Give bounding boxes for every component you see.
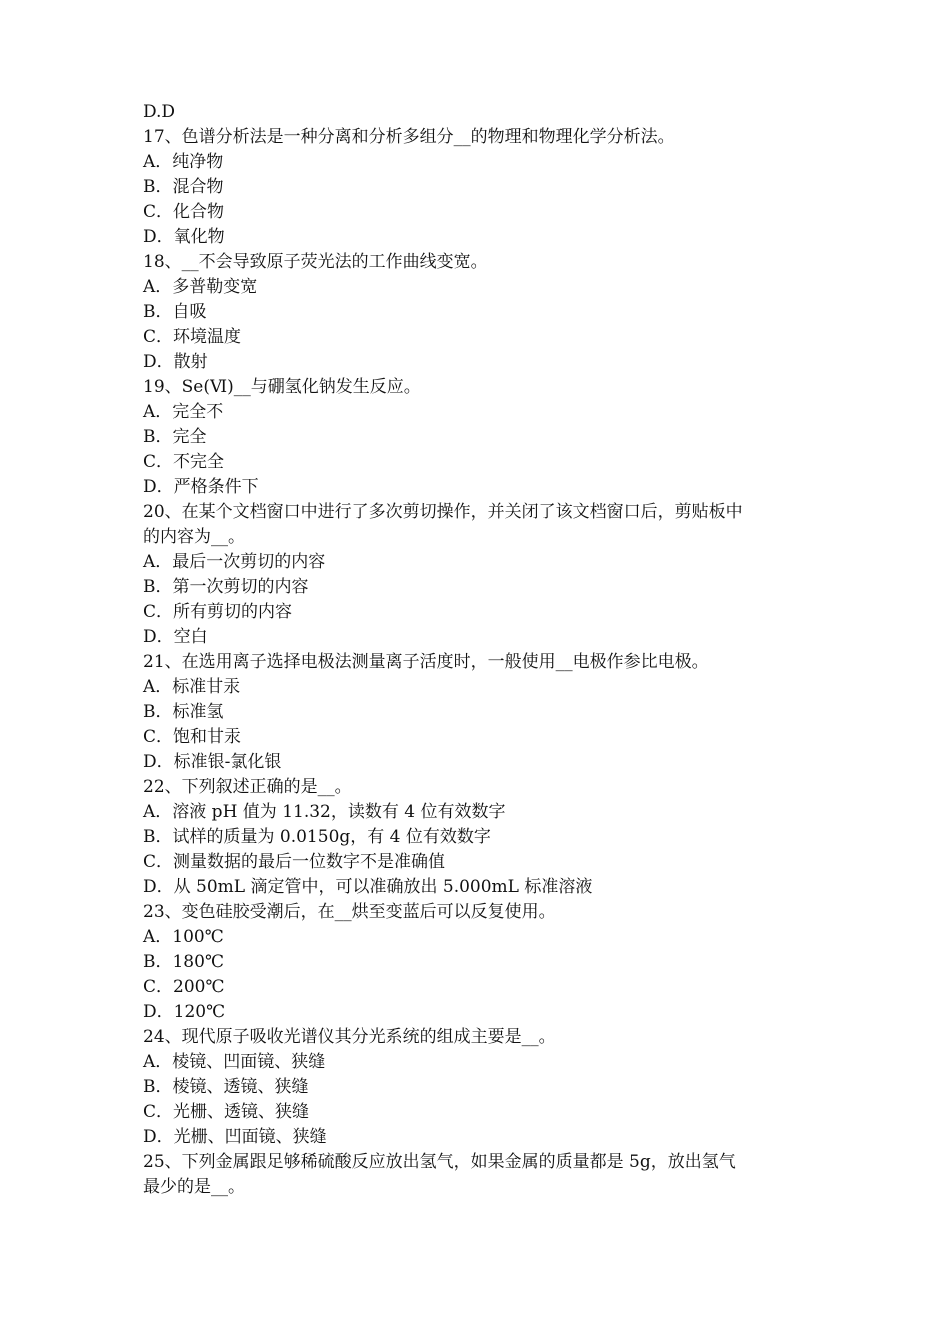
question-stem: 22、下列叙述正确的是__。 (143, 777, 352, 797)
previous-question-option: D.D (143, 102, 176, 122)
option-c: C．不完全 (143, 452, 225, 472)
question-19 (143, 375, 815, 500)
option-a: A．完全不 (143, 402, 224, 422)
option-b: B．标准氢 (143, 702, 224, 722)
question-21 (143, 650, 815, 775)
question-stem: 24、现代原子吸收光谱仪其分光系统的组成主要是__。 (143, 1027, 556, 1047)
question-stem: 19、Se(Ⅵ)__与硼氢化钠发生反应。 (143, 377, 421, 397)
question-22 (143, 775, 815, 900)
option-b: B．自吸 (143, 302, 207, 322)
question-23 (143, 900, 815, 1025)
option-d: D．空白 (143, 627, 208, 647)
option-b: B．棱镜、透镜、狭缝 (143, 1077, 309, 1097)
option-a: A．100℃ (143, 927, 224, 947)
question-stem-line-2: 的内容为__。 (143, 527, 245, 547)
question-stem: 21、在选用离子选择电极法测量离子活度时，一般使用__电极作参比电极。 (143, 652, 709, 672)
option-d: D．严格条件下 (143, 477, 259, 497)
question-25 (143, 1150, 815, 1200)
option-c: C．测量数据的最后一位数字不是准确值 (143, 852, 446, 872)
option-c: C．饱和甘汞 (143, 727, 242, 747)
option-c: C．化合物 (143, 202, 225, 222)
question-20 (143, 500, 815, 650)
option-d: D．光栅、凹面镜、狭缝 (143, 1127, 327, 1147)
option-b: B．完全 (143, 427, 207, 447)
option-b: B．试样的质量为 0.0150g，有 4 位有效数字 (143, 827, 491, 847)
question-17 (143, 125, 815, 250)
option-d: D．120℃ (143, 1002, 226, 1022)
question-stem-line-1: 20、在某个文档窗口中进行了多次剪切操作，并关闭了该文档窗口后，剪贴板中 (143, 502, 743, 522)
option-d: D．标准银-氯化银 (143, 752, 282, 772)
option-a: A．棱镜、凹面镜、狭缝 (143, 1052, 326, 1072)
option-b: B．混合物 (143, 177, 224, 197)
option-a: A．溶液 pH 值为 11.32，读数有 4 位有效数字 (143, 802, 506, 822)
question-stem: 18、__不会导致原子荧光法的工作曲线变宽。 (143, 252, 488, 272)
option-a: A．标准甘汞 (143, 677, 241, 697)
option-c: C．环境温度 (143, 327, 242, 347)
option-a: A．纯净物 (143, 152, 224, 172)
option-c: C．200℃ (143, 977, 225, 997)
option-d: D．从 50mL 滴定管中，可以准确放出 5.000mL 标准溶液 (143, 877, 593, 897)
option-d: D．散射 (143, 352, 208, 372)
option-a: A．多普勒变宽 (143, 277, 258, 297)
question-18 (143, 250, 815, 375)
option-c: C．所有剪切的内容 (143, 602, 293, 622)
question-stem: 23、变色硅胶受潮后，在__烘至变蓝后可以反复使用。 (143, 902, 556, 922)
option-b: B．180℃ (143, 952, 224, 972)
question-stem-line-1: 25、下列金属跟足够稀硫酸反应放出氢气，如果金属的质量都是 5g，放出氢气 (143, 1152, 736, 1172)
option-d: D．氧化物 (143, 227, 225, 247)
question-stem-line-2: 最少的是__。 (143, 1177, 245, 1197)
question-list (143, 100, 815, 1200)
option-b: B．第一次剪切的内容 (143, 577, 309, 597)
question-stem: 17、色谱分析法是一种分离和分析多组分__的物理和物理化学分析法。 (143, 127, 675, 147)
option-c: C．光栅、透镜、狭缝 (143, 1102, 310, 1122)
question-24 (143, 1025, 815, 1150)
option-a: A．最后一次剪切的内容 (143, 552, 326, 572)
